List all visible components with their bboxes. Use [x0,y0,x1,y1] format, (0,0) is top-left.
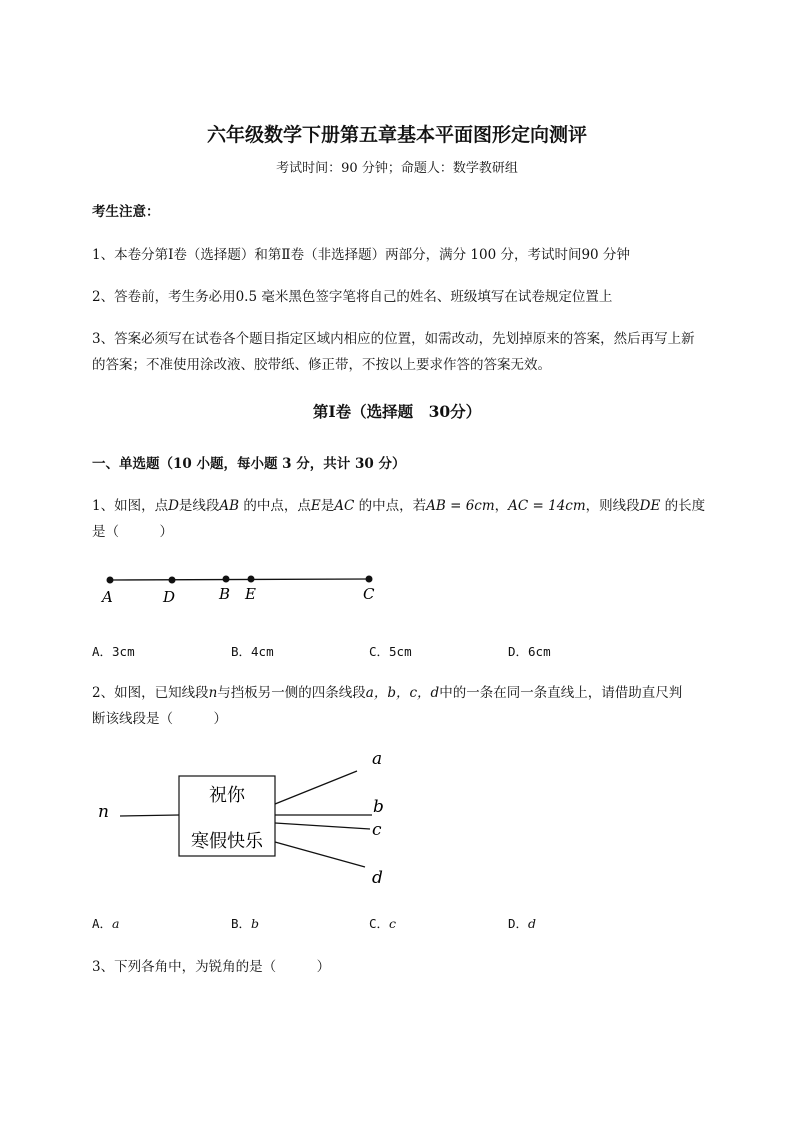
q2-option-d-letter: D． [508,916,529,931]
q1-option-b[interactable]: B．4cm [231,644,274,659]
q2-seg: 中的一条在同一条直线上，请借助直尺判 [439,685,683,701]
q2-seg: 2、如图，已知线段 [92,685,209,701]
q1-text-line2: 是（ ） [92,524,173,540]
q1-point-d: D [168,498,179,514]
q1-label-c: C [363,585,375,603]
q2-option-b[interactable] [231,914,259,932]
q1-option-d[interactable]: D．6cm [508,644,551,659]
q2-label-d: d [372,868,383,888]
q1-label-a: A [102,588,113,606]
q2-vars: a，b，c，d [365,685,440,701]
q2-option-d-value: d [528,916,537,931]
q1-eq-ab: AB = 6cm [426,498,495,514]
q2-var-n: n [208,685,218,701]
q2-text [92,681,682,701]
q2-line-d [275,842,365,867]
q1-label-e: E [245,585,256,603]
q1-point-c-dot [366,576,373,583]
q2-option-a[interactable] [92,914,119,932]
q1-text [92,494,705,514]
q2-seg: 与挡板另一侧的四条线段 [217,685,366,701]
q2-option-c-letter: C． [369,916,390,931]
q1-point-a-dot [107,577,114,584]
q1-seg: ，则线段 [585,498,640,514]
notice-heading: 考生注意： [92,204,160,220]
q2-label-a: a [372,749,383,769]
q2-line-a [275,771,357,804]
q1-seg: 1、如图，点 [92,498,169,514]
page-title: 六年级数学下册第五章基本平面图形定向测评 [206,124,587,146]
section-title: 第Ⅰ卷（选择题 30分） [312,402,482,421]
q1-point-e-dot [248,576,255,583]
q1-point-e: E [310,498,321,514]
q1-seg: ， [494,498,509,514]
q2-figure [90,740,410,890]
q1-seg: 的中点，点 [239,498,311,514]
q1-option-a[interactable]: A．3cm [92,644,135,659]
q2-board-text-1: 祝你 [209,785,245,806]
exam-subtitle: 考试时间：90 分钟；命题人：数学教研组 [276,161,518,176]
notice-item-2: 2、答卷前，考生务必用0.5 毫米黑色签字笔将自己的姓名、班级填写在试卷规定位置上 [92,289,613,305]
q1-point-d-dot [169,577,176,584]
q2-label-b: b [373,797,384,817]
notice-item-1: 1、本卷分第Ⅰ卷（选择题）和第Ⅱ卷（非选择题）两部分，满分 100 分，考试时间90 分钟 [92,247,630,263]
q1-seg-ac: AC [334,498,355,514]
q2-option-d[interactable] [508,914,536,932]
q1-option-c[interactable]: C．5cm [369,644,412,659]
q2-line-c [275,823,370,829]
q1-point-b-dot [223,576,230,583]
q2-text-line2: 断该线段是（ ） [92,711,227,727]
q2-option-a-value: a [112,916,120,931]
q2-label-n: n [98,802,109,822]
notice-item-3-cont: 的答案；不准使用涂改液、胶带纸、修正带，不按以上要求作答的答案无效。 [92,357,551,373]
q1-eq-ac: AC = 14cm [508,498,586,514]
q1-seg: 的中点，若 [354,498,427,514]
q1-seg: 是 [320,498,335,514]
q1-figure [90,560,410,610]
q1-label-d: D [163,588,176,606]
q1-seg: 的长度 [660,498,706,514]
q1-segment-line [110,579,370,580]
q1-seg: 是线段 [178,498,220,514]
q2-label-c: c [372,820,382,840]
q2-option-c[interactable] [369,914,396,932]
q1-seg-de: DE [639,498,661,514]
q2-option-b-letter: B． [231,916,252,931]
q1-seg-ab: AB [219,498,240,514]
q2-option-a-letter: A． [92,916,113,931]
q2-board-text-2: 寒假快乐 [191,831,263,852]
q1-label-b: B [219,585,231,603]
q2-line-n [120,815,179,816]
q3-text: 3、下列各角中，为锐角的是（ ） [92,959,331,975]
part-title: 一、单选题（10 小题，每小题 3 分，共计 30 分） [92,456,406,472]
notice-item-3: 3、答案必须写在试卷各个题目指定区域内相应的位置，如需改动，先划掉原来的答案，然后再写上新 [92,331,695,347]
q2-option-c-value: c [389,916,397,931]
q2-option-b-value: b [251,916,260,931]
